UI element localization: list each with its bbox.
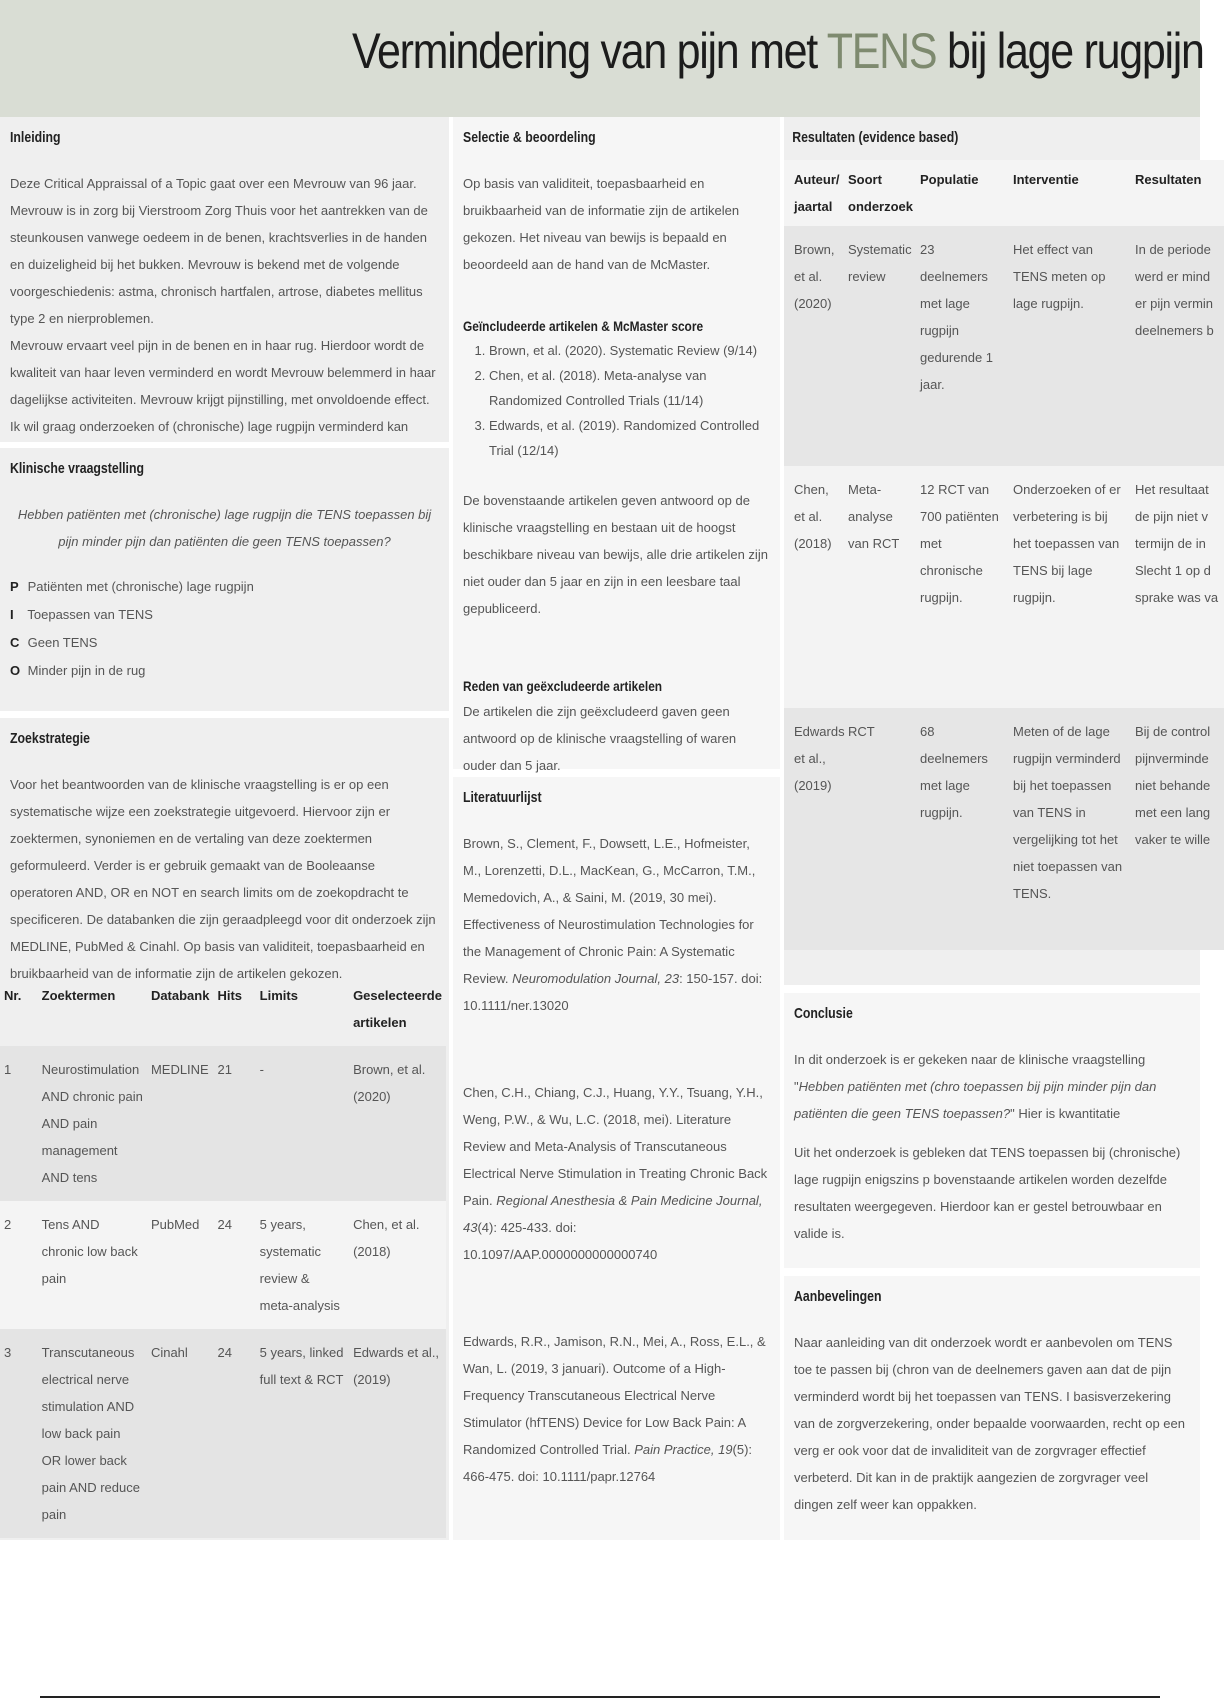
table-row: Chen, et al. (2018) Meta-analyse van RCT 12 RCT van 700 patiënten met chronische rugpijn. Onderzoeken of er verbetering is bij het toepassen van TENS bij lage rugpijn. Het resultaat de pijn niet v termijn de in Slecht 1 op d sprake was va [784, 466, 1224, 708]
title-accent: TENS [826, 23, 937, 79]
table-row: Edwards et al., (2019) RCT 68 deelnemers met lage rugpijn. Meten of de lage rugpijn verminderd bij het toepassen van TENS in vergelijking tot het niet toepassen van TENS. Bij de control pijnverminde niet behande met een lang vaker te wille [784, 708, 1224, 950]
resultaten-section [784, 117, 1219, 985]
bottom-divider [40, 1696, 1160, 1698]
paragraph: Deze Critical Appraissal of a Topic gaat over een Mevrouw van 96 jaar. Mevrouw is in zorg bij Vierstroom Zorg Thuis voor het aantrekken van de steunkousen vanwege oedeem in de benen, krachtsverlies in de handen en duizeligheid bij het bukken. Mevrouw is bekend met de volgende voorgeschiedenis: astma, chronisch hartfalen, artrose, diabetes mellitus type 2 en nierproblemen. [10, 176, 428, 326]
paragraph: Voor het beantwoorden van de klinische vraagstelling is er op een systematische wijze een zoekstrategie uitgevoerd. Hiervoor zijn er zoektermen, synoniemen en de vertaling van deze zoektermen geformuleerd. Verder is er gebruik gemaakt van de Booleaanse operatoren AND, OR en NOT en search limits om de zoekopdracht te specificeren. De databanken die zijn geraadpleegd voor dit onderzoek zijn MEDLINE, PubMed & Cinahl. Op basis van validiteit, toepasbaarheid en bruikbaarheid van de informatie zijn de artikelen gekozen. [10, 777, 436, 981]
list-item: 2. Chen, et al. (2018). Meta-analyse van Randomized Controlled Trials (11/14) [489, 363, 770, 413]
paragraph: De bovenstaande artikelen geven antwoord op de klinische vraagstelling en bestaan uit de hoogst beschikbare niveau van bewijs, alle drie artikelen zijn niet ouder dan 5 jaar en zijn in een leesbare taal gepubliceerd. [463, 493, 768, 616]
pico-item: O Minder pijn in de rug [10, 663, 146, 678]
literatuurlijst-section [453, 777, 780, 1540]
paragraph: De artikelen die zijn geëxcludeerd gaven geen antwoord op de klinische vraagstelling of waren ouder dan 5 jaar. [463, 704, 737, 773]
table-row: 2 Tens AND chronic low back pain PubMed 24 5 years, systematic review & meta-analysis Chen, et al. (2018) [0, 1201, 446, 1329]
section-heading: Inleiding [10, 129, 61, 146]
section-heading: Conclusie [794, 1005, 853, 1022]
pico-item: I Toepassen van TENS [10, 607, 153, 622]
reference: Chen, C.H., Chiang, C.J., Huang, Y.Y., Tsuang, Y.H., Weng, P.W., & Wu, L.C. (2018, mei). Literature Review and Meta-Analysis of Transcutaneous Electrical Nerve Stimulation in Treating Chronic Back Pain. Regional Anesthesia & Pain Medicine Journal, 43(4): 425-433. doi: 10.1097/AAP.0000000000000740 [463, 1085, 768, 1262]
included-list [463, 338, 770, 463]
paragraph: Mevrouw ervaart veel pijn in de benen en in haar rug. Hierdoor wordt de kwaliteit van haar leven verminderd en wordt Mevrouw belemmerd in haar dagelijkse activiteiten. Mevrouw krijgt pijnstilling, met onvoldoende effect. Ik wil graag onderzoeken of (chronische) lage rugpijn verminderd kan [10, 338, 436, 434]
table-row: 3 Transcutaneous electrical nerve stimulation AND low back pain OR lower back pain AND reduce pain Cinahl 24 5 years, linked full text & RCT Edwards et al., (2019) [0, 1329, 446, 1538]
pico-list [10, 573, 439, 685]
table-row: 1 Neurostimulation AND chronic pain AND pain management AND tens MEDLINE 21 - Brown, et al. (2020) [0, 1046, 446, 1201]
section-heading: Resultaten (evidence based) [792, 129, 959, 146]
section-heading: Klinische vraagstelling [10, 460, 144, 477]
pico-item: C Geen TENS [10, 635, 98, 650]
table-header-row: Auteur/ jaartal Soort onderzoek Populatie Interventie Resultaten [784, 160, 1224, 226]
list-item: 1. Brown, et al. (2020). Systematic Review (9/14) [489, 338, 770, 363]
table-row: Brown, et al. (2020) Systematic review 23 deelnemers met lage rugpijn gedurende 1 jaar. Het effect van TENS meten op lage rugpijn. In de periode werd er mind er pijn vermin deelnemers b [784, 226, 1224, 466]
paragraph: In dit onderzoek is er gekeken naar de klinische vraagstelling "Hebben patiënten met (chro toepassen bij pijn minder pijn dan patiënten die geen TENS toepassen?" Hier is kwantitatie [794, 1052, 1157, 1121]
table-header-row: Nr. Zoektermen Databank Hits Limits Geselecteerde artikelen [4, 988, 442, 1030]
klinische-vraagstelling-section [0, 448, 449, 711]
reference: Brown, S., Clement, F., Dowsett, L.E., Hofmeister, M., Lorenzetti, D.L., MacKean, G., McCarron, T.M., Memedovich, A., & Saini, M. (2019, 30 mei). Effectiveness of Neurostimulation Technologies for the Management of Chronic Pain: A Systematic Review. Neuromodulation Journal, 23: 150-157. doi: 10.1111/ner.13020 [463, 836, 763, 1013]
excluded-heading: Reden van geëxcludeerde artikelen [463, 678, 663, 694]
section-heading: Zoekstrategie [10, 730, 90, 747]
conclusie-section [784, 993, 1200, 1268]
section-heading: Selectie & beoordeling [463, 129, 596, 146]
section-heading: Literatuurlijst [463, 789, 542, 806]
list-item: 3. Edwards, et al. (2019). Randomized Controlled Trial (12/14) [489, 413, 770, 463]
pico-item: P Patiënten met (chronische) lage rugpijn [10, 579, 254, 594]
search-table [0, 968, 446, 1538]
paragraph: Naar aanleiding van dit onderzoek wordt er aanbevolen om TENS toe te passen bij (chron van de deelnemers gaven aan dat de pijn verminderd wordt bij het toepassen van TENS. I basisverzekering van de zorgverzekering, onder bepaalde voorwaarden, recht op een verg er ook voor dat de invaliditeit van de zorgvrager effectief verbeterd. Dit kan in de praktijk aangezien de zorgvrager veel dingen zelf weer kan oppakken. [794, 1335, 1185, 1512]
aanbevelingen-section [784, 1276, 1200, 1540]
paragraph: Op basis van validiteit, toepasbaarheid en bruikbaarheid van de informatie zijn de artikelen gekozen. Het niveau van bewijs is bepaald en beoordeeld aan de hand van de McMaster. [463, 176, 740, 272]
inleiding-section [0, 117, 449, 442]
selectie-section [453, 117, 780, 773]
paragraph: Uit het onderzoek is gebleken dat TENS toepassen bij (chronische) lage rugpijn enigszins p bovenstaande artikelen worden dezelfde resultaten weergegeven. Hierdoor kan er gestel betrouwbaar en valide is. [794, 1145, 1181, 1241]
clinical-question: Hebben patiënten met (chronische) lage rugpijn die TENS toepassen bij pijn minder pijn dan patiënten die geen TENS toepassen? [17, 507, 432, 549]
included-heading: Geïncludeerde artikelen & McMaster score [463, 318, 704, 334]
section-heading: Aanbevelingen [794, 1288, 882, 1305]
reference: Edwards, R.R., Jamison, R.N., Mei, A., Ross, E.L., & Wan, L. (2019, 3 januari). Outcome of a High-Frequency Transcutaneous Electrical Nerve Stimulator (hfTENS) Device for Low Back Pain: A Randomized Controlled Trial. Pain Practice, 19(5): 466-475. doi: 10.1111/papr.12764 [463, 1334, 766, 1484]
search-table-wrap [0, 968, 446, 1538]
results-table [784, 160, 1224, 950]
poster-header [0, 0, 1204, 117]
poster-title: Vermindering van pijn met TENS bij lage rugpijn [352, 23, 1204, 79]
